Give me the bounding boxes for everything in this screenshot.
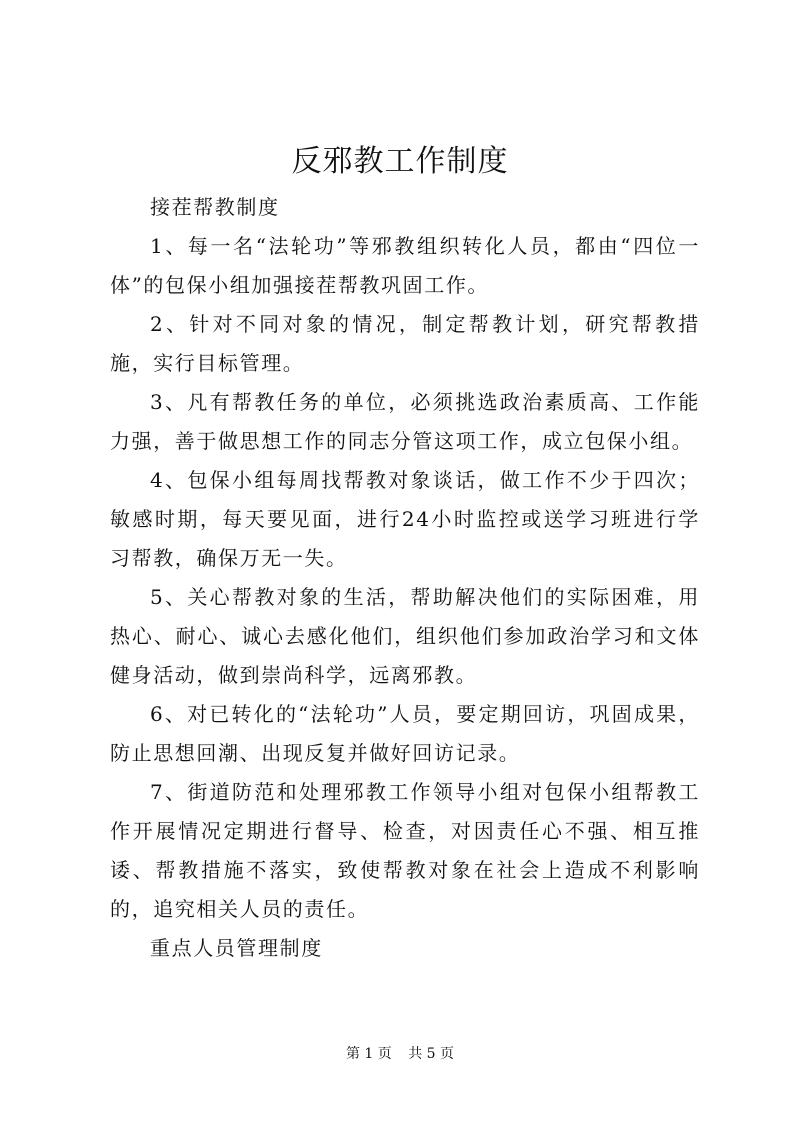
document-body bbox=[110, 188, 700, 968]
paragraph: 7、街道防范和处理邪教工作领导小组对包保小组帮教工作开展情况定期进行督导、检查，对因责任心不强、相互推诿、帮教措施不落实，致使帮教对象在社会上造成不利影响的，追究相关人员的责任。 bbox=[110, 780, 700, 921]
paragraph: 5、关心帮教对象的生活，帮助解决他们的实际困难，用热心、耐心、诚心去感化他们，组织他们参加政治学习和文体健身活动，做到崇尚科学，远离邪教。 bbox=[110, 585, 700, 687]
page-number: 第 1 页 bbox=[345, 1046, 392, 1062]
section-heading: 接茬帮教制度 bbox=[150, 195, 280, 219]
section-heading: 重点人员管理制度 bbox=[150, 936, 323, 960]
paragraph: 2、针对不同对象的情况，制定帮教计划，研究帮教措施，实行目标管理。 bbox=[110, 312, 700, 375]
page-footer bbox=[0, 1044, 800, 1064]
paragraph: 4、包保小组每周找帮教对象谈话，做工作不少于四次；敏感时期，每天要见面，进行24小时监控或送学习班进行学习帮教，确保万无一失。 bbox=[110, 468, 700, 570]
page-total: 共 5 页 bbox=[408, 1046, 455, 1062]
page-title: 反邪教工作制度 bbox=[291, 144, 509, 179]
paragraph: 6、对已转化的“法轮功”人员，要定期回访，巩固成果，防止思想回潮、出现反复并做好回访记录。 bbox=[110, 702, 700, 765]
paragraph: 3、凡有帮教任务的单位，必须挑选政治素质高、工作能力强，善于做思想工作的同志分管这项工作，成立包保小组。 bbox=[110, 390, 700, 453]
paragraph: 1、每一名“法轮功”等邪教组织转化人员，都由“四位一体”的包保小组加强接茬帮教巩固工作。 bbox=[110, 234, 700, 297]
